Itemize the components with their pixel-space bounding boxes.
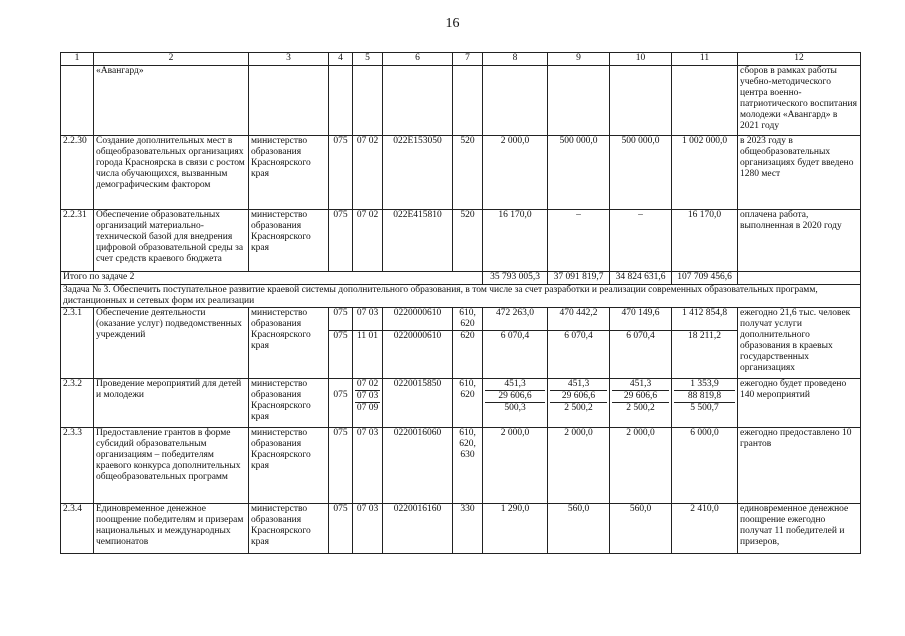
table-row [61, 66, 861, 136]
row-grbs: министерство образования Красноярского края [249, 504, 329, 554]
row-number: 2.3.2 [61, 379, 94, 428]
col-header: 1 [61, 53, 94, 66]
row-csr: 0220016160 [383, 504, 453, 554]
row-rzpr: 07 02 [353, 136, 383, 210]
col-header: 9 [548, 53, 610, 66]
row-total: 1 353,9 [674, 379, 735, 391]
col-header: 12 [738, 53, 861, 66]
row-name: Обеспечение образовательных организаций материально-технической базой для внедрения цифровой образовательной среды за счет средств краевого бюджета [94, 210, 249, 272]
row-csr: 0220016060 [383, 428, 453, 504]
row-rzpr: 07 02 [353, 210, 383, 272]
row-y3: 451,3 [612, 379, 669, 391]
col-header: 8 [483, 53, 548, 66]
row-code: 075 [329, 504, 353, 554]
row-result: единовременное денежное поощрение ежегодно получат 11 победителей и призеров, [738, 504, 861, 554]
table-row [61, 504, 861, 554]
row-name: «Авангард» [94, 66, 249, 136]
row-total: 1 412 854,8 [672, 308, 738, 331]
total-row [61, 272, 861, 285]
row-y1: 2 000,0 [483, 136, 548, 210]
row-rzpr: 07 03 [356, 391, 379, 401]
row-y3: 6 070,4 [610, 331, 672, 379]
row-csr: 022E153050 [383, 136, 453, 210]
row-csr: 022E415810 [383, 210, 453, 272]
row-y2: 500 000,0 [548, 136, 610, 210]
total-y3: 34 824 631,6 [610, 272, 672, 285]
row-y2: 2 000,0 [548, 428, 610, 504]
row-y2: 560,0 [548, 504, 610, 554]
task-heading-row [61, 285, 861, 308]
row-grbs: министерство образования Красноярского края [249, 308, 329, 379]
total-y2: 37 091 819,7 [548, 272, 610, 285]
page-number: 16 [445, 16, 460, 31]
row-csr: 0220000610 [383, 308, 453, 331]
row-y1: 2 000,0 [483, 428, 548, 504]
row-rzpr: 07 09 [356, 403, 379, 413]
row-rzpr: 07 03 [353, 428, 383, 504]
row-grbs: министерство образования Красноярского края [249, 136, 329, 210]
row-code: 075 [329, 428, 353, 504]
row-code: 075 [329, 210, 353, 272]
row-y1: 16 170,0 [483, 210, 548, 272]
row-total: 1 002 000,0 [672, 136, 738, 210]
row-number: 2.2.30 [61, 136, 94, 210]
total-y1: 35 793 005,3 [483, 272, 548, 285]
row-code: 075 [333, 390, 348, 400]
col-header: 3 [249, 53, 329, 66]
row-result: сборов в рамках работы учебно-методического центра военно-патриотического воспитания молодежи «Авангард» в 2021 году [738, 66, 861, 136]
row-rzpr: 07 03 [353, 504, 383, 554]
row-result: ежегодно 21,6 тыс. человек получат услуги дополнительного образования в краевых государственных организациях [738, 308, 861, 379]
row-total: 5 500,7 [690, 403, 719, 413]
table-row [61, 136, 861, 210]
row-y1: 472 263,0 [483, 308, 548, 331]
row-result: оплачена работа, выполненная в 2020 году [738, 210, 861, 272]
row-y2: 2 500,2 [564, 403, 593, 413]
row-y3: 470 149,6 [610, 308, 672, 331]
row-y3: 560,0 [610, 504, 672, 554]
row-number: 2.2.31 [61, 210, 94, 272]
row-y2: 6 070,4 [548, 331, 610, 379]
row-vr: 620 [453, 331, 483, 379]
row-vr: 520 [453, 210, 483, 272]
row-grbs: министерство образования Красноярского края [249, 428, 329, 504]
row-code: 075 [329, 136, 353, 210]
row-number: 2.3.1 [61, 308, 94, 379]
total-label: Итого по задаче 2 [61, 272, 483, 285]
row-rzpr: 11 01 [353, 331, 383, 379]
row-vr: 610, 620 [453, 379, 483, 428]
row-y1: 6 070,4 [483, 331, 548, 379]
row-y3: 2 500,2 [626, 403, 655, 413]
table-row [61, 428, 861, 504]
row-y2: 470 442,2 [548, 308, 610, 331]
row-total: 18 211,2 [672, 331, 738, 379]
table-row [61, 308, 861, 331]
row-result: ежегодно предоставлено 10 грантов [738, 428, 861, 504]
row-y2: 29 606,6 [550, 391, 607, 403]
row-result: в 2023 году в общеобразовательных организациях будет введено 1280 мест [738, 136, 861, 210]
col-header: 4 [329, 53, 353, 66]
row-code: 075 [329, 308, 353, 331]
row-y3: – [610, 210, 672, 272]
column-number-row [61, 53, 861, 66]
row-y1: 1 290,0 [483, 504, 548, 554]
row-total: 6 000,0 [672, 428, 738, 504]
row-y1: 29 606,6 [485, 391, 545, 403]
row-total: 16 170,0 [672, 210, 738, 272]
row-vr: 520 [453, 136, 483, 210]
row-vr: 610, 620, 630 [453, 428, 483, 504]
row-name: Создание дополнительных мест в общеобразовательных организациях города Красноярска в связи с ростом числа обучающихся, вызванным демографическим фактором [94, 136, 249, 210]
col-header: 2 [94, 53, 249, 66]
row-name: Единовременное денежное поощрение победителям и призерам национальных и международных чемпионатов [94, 504, 249, 554]
row-number: 2.3.4 [61, 504, 94, 554]
col-header: 6 [383, 53, 453, 66]
row-rzpr: 07 03 [353, 308, 383, 331]
row-y2: – [548, 210, 610, 272]
row-vr: 330 [453, 504, 483, 554]
row-result: ежегодно будет проведено 140 мероприятий [738, 379, 861, 428]
col-header: 5 [353, 53, 383, 66]
row-y1: 451,3 [485, 379, 545, 391]
row-grbs: министерство образования Красноярского края [249, 210, 329, 272]
row-name: Предоставление грантов в форме субсидий образовательным организациям – победителям краевого конкурса дополнительных общеобразовательных программ [94, 428, 249, 504]
row-grbs: министерство образования Красноярского края [249, 379, 329, 428]
col-header: 10 [610, 53, 672, 66]
row-y1: 500,3 [504, 403, 526, 413]
row-total: 88 819,8 [674, 391, 735, 403]
total-sum: 107 709 456,6 [672, 272, 738, 285]
col-header: 7 [453, 53, 483, 66]
row-rzpr: 07 02 [356, 379, 379, 389]
row-number: 2.3.3 [61, 428, 94, 504]
budget-table [60, 52, 861, 554]
row-vr: 610, 620 [453, 308, 483, 331]
row-y3: 2 000,0 [610, 428, 672, 504]
table-row [61, 210, 861, 272]
row-code: 075 [329, 331, 353, 379]
row-csr: 0220000610 [383, 331, 453, 379]
table-row [61, 379, 861, 428]
row-name: Обеспечение деятельности (оказание услуг) подведомственных учреждений [94, 308, 249, 379]
row-y2: 451,3 [550, 379, 607, 391]
row-csr: 0220015850 [383, 379, 453, 428]
row-y3: 29 606,6 [612, 391, 669, 403]
row-total: 2 410,0 [672, 504, 738, 554]
row-name: Проведение мероприятий для детей и молодежи [94, 379, 249, 428]
col-header: 11 [672, 53, 738, 66]
task3-heading: Задача № 3. Обеспечить поступательное развитие краевой системы дополнительного образования, в том числе за счет разработки и реализации современных образовательных программ, дистанционных и сетевых форм их реализации [61, 285, 861, 308]
row-y3: 500 000,0 [610, 136, 672, 210]
